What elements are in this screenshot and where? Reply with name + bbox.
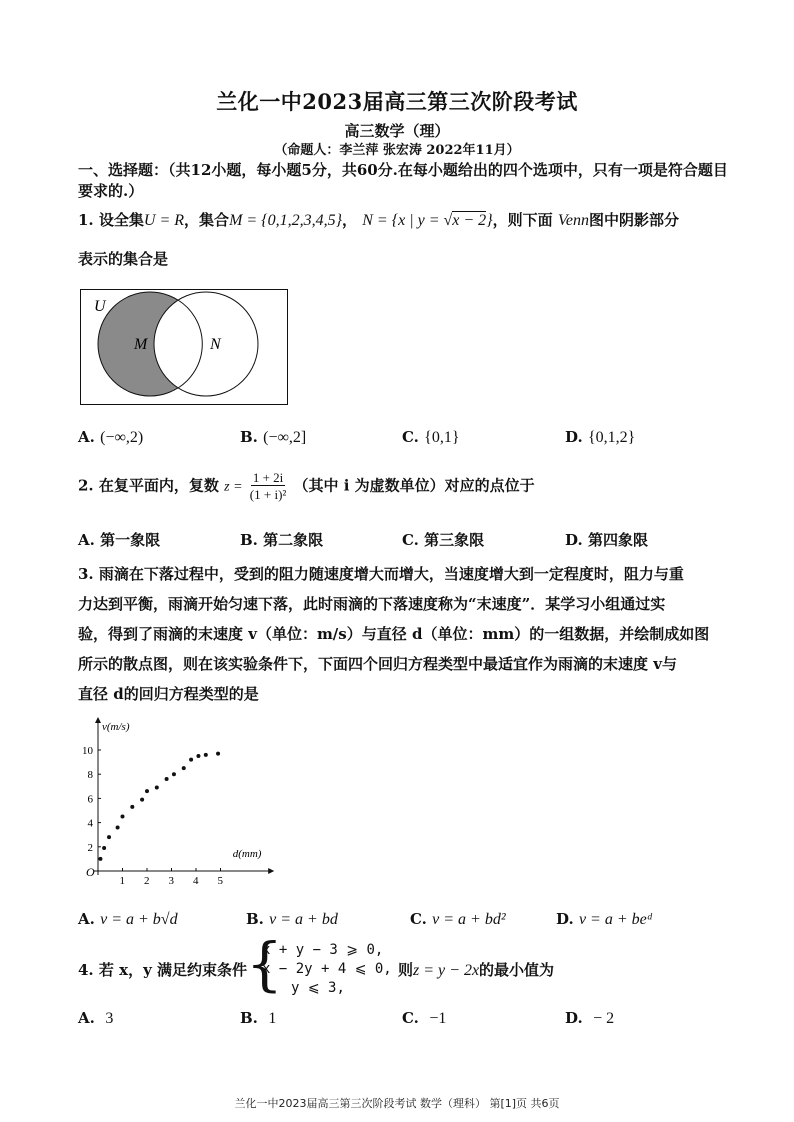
venn-label-m: M — [134, 336, 148, 353]
q3-text: 雨滴在下落过程中，受到的阻力随速度增大而增大，当速度增大到一定程度时，阻力与重 — [98, 565, 684, 583]
left-brace-icon: { — [246, 930, 283, 998]
x-tick-label: 2 — [144, 875, 150, 887]
scatter-point — [145, 789, 149, 793]
question-2 — [78, 470, 535, 503]
option-letter: A. — [78, 1009, 95, 1027]
q4-option-d — [565, 1009, 614, 1028]
scatter-point — [216, 752, 220, 756]
radicand: x − 2 — [452, 212, 487, 229]
option-letter: C. — [402, 531, 419, 549]
exam-subtitle: 高三数学（理） — [344, 122, 450, 140]
q4-text: 则 — [398, 961, 414, 979]
scatter-point — [107, 835, 111, 839]
option-value: 第二象限 — [263, 531, 324, 549]
q2-text: （其中 i 为虚数单位）对应的点位于 — [293, 476, 535, 495]
scatter-point — [102, 846, 106, 850]
q2-option-b — [240, 529, 323, 550]
q1-text: ，则下面 — [492, 211, 553, 229]
question-number: 3. — [78, 565, 94, 583]
y-tick-label: 4 — [87, 817, 93, 830]
q1-text: 设全集 — [98, 211, 144, 229]
option-value: v = a + beᵈ — [578, 911, 652, 928]
scatter-point — [182, 766, 186, 770]
option-letter: B. — [240, 531, 258, 549]
set-n-circle — [154, 292, 258, 396]
q4-text: 的最小值为 — [479, 961, 555, 979]
scatter-point — [189, 758, 193, 762]
page-footer: 兰化一中2023届高三第三次阶段考试 数学（理科） 第[1]页 共6页 — [234, 1097, 560, 1110]
constraint-1: x + y − 3 ⩾ 0, — [262, 942, 384, 958]
q1-option-a — [78, 428, 143, 447]
question-3-line5: 直径 d的回归方程类型的是 — [78, 685, 259, 703]
question-3-line2: 力达到平衡，雨滴开始匀速下落，此时雨滴的下落速度称为“末速度”．某学习小组通过实 — [78, 595, 666, 613]
scatter-point — [98, 857, 102, 861]
scatter-point — [130, 805, 134, 809]
option-value: 第三象限 — [424, 531, 485, 549]
section-heading: 一、选择题：（共12小题，每小题5分，共60分.在每小题给出的四个选项中，只有一项是符合题目要求的.） — [78, 161, 728, 200]
question-3-line3: 验，得到了雨滴的末速度 v（单位：m/s）与直径 d（单位：mm）的一组数据，并绘制成如图 — [78, 625, 710, 643]
y-axis-label: v(m/s) — [102, 721, 130, 733]
question-number: 2. — [78, 476, 94, 495]
q1-option-c — [402, 428, 460, 447]
y-tick-label: 6 — [87, 793, 93, 806]
q2-fraction — [250, 470, 287, 503]
option-value: v = a + bd — [269, 911, 338, 928]
set-n-prefix: N = {x | y = — [362, 212, 444, 229]
q1-option-d — [565, 428, 635, 447]
scatter-points — [98, 752, 220, 861]
q1-universal-set: U = R — [143, 212, 185, 229]
option-value: − 2 — [593, 1010, 615, 1027]
question-4-tail — [398, 960, 554, 981]
question-number: 1. — [78, 211, 94, 229]
scatter-plot — [72, 716, 282, 888]
option-value: 1 — [268, 1010, 277, 1027]
q3-option-c — [410, 910, 506, 929]
option-letter: B. — [246, 910, 264, 928]
q4-option-b — [240, 1009, 276, 1028]
option-letter: C. — [410, 910, 427, 928]
q4-text: 若 x，y 满足约束条件 — [98, 961, 248, 979]
scatter-point — [155, 786, 159, 790]
x-tick-label: 5 — [217, 875, 223, 887]
scatter-point — [165, 777, 169, 781]
option-letter: C. — [402, 428, 419, 446]
q3-option-a — [78, 910, 178, 929]
option-value: 第四象限 — [587, 531, 648, 549]
q1-set-m: M = {0,1,2,3,4,5} — [229, 212, 342, 229]
q2-z: z = — [224, 479, 243, 495]
scatter-point — [121, 815, 125, 819]
option-value: v = a + bd² — [432, 911, 506, 928]
option-value: {0,1,2} — [587, 429, 636, 446]
q4-option-a — [78, 1009, 113, 1028]
venn-label-u: U — [94, 298, 106, 315]
q2-option-a — [78, 529, 160, 550]
option-letter: D. — [565, 531, 583, 549]
x-tick-label: 3 — [168, 875, 174, 887]
q4-objective: z = y − 2x — [413, 962, 480, 979]
y-tick-label: 8 — [87, 769, 93, 782]
option-letter: A. — [78, 910, 95, 928]
x-tick-label: 4 — [193, 875, 199, 887]
option-letter: A. — [78, 428, 95, 446]
fraction-denominator: (1 + i)² — [249, 487, 287, 502]
option-value: 第一象限 — [100, 531, 161, 549]
option-letter: C. — [402, 1009, 419, 1027]
q1-venn: Venn — [557, 212, 589, 229]
question-3-line4: 所示的散点图，则在该实验条件下，下面四个回归方程类型中最适宜作为雨滴的末速度 v与 — [78, 655, 677, 673]
q2-option-c — [402, 529, 484, 550]
q3-option-b — [246, 910, 338, 929]
option-letter: D. — [565, 1009, 583, 1027]
option-letter: D. — [556, 910, 574, 928]
q1-text: ，集合 — [184, 211, 230, 229]
axis-ticks — [82, 745, 224, 887]
x-axis-label: d(mm) — [232, 848, 262, 860]
set-n-suffix: } — [486, 212, 493, 229]
scatter-point — [172, 772, 176, 776]
q1-sep: ， — [341, 211, 357, 229]
option-value: (−∞,2] — [263, 429, 307, 446]
q2-text: 在复平面内，复数 — [98, 476, 219, 495]
q4-option-c — [402, 1009, 446, 1028]
fraction-numerator: 1 + 2i — [252, 470, 284, 485]
scatter-point — [116, 825, 120, 829]
option-letter: A. — [78, 531, 95, 549]
option-value: (−∞,2) — [100, 429, 144, 446]
venn-diagram — [80, 289, 290, 407]
q1-set-n — [362, 211, 492, 229]
x-tick-label: 1 — [119, 875, 125, 887]
venn-label-n: N — [210, 336, 221, 353]
y-tick-label: 10 — [82, 745, 93, 757]
scatter-point — [204, 753, 208, 757]
question-number: 4. — [78, 961, 94, 979]
origin-label: O — [86, 865, 95, 879]
q2-option-d — [565, 529, 648, 550]
q1-option-b — [240, 428, 306, 447]
option-value: −1 — [429, 1010, 447, 1027]
scatter-point — [196, 754, 200, 758]
constraint-2: x − 2y + 4 ⩽ 0, — [262, 961, 392, 977]
q3-option-d — [556, 910, 652, 929]
option-letter: B. — [240, 428, 258, 446]
question-3-line1 — [78, 564, 684, 585]
y-tick-label: 2 — [87, 841, 93, 854]
exam-title: 兰化一中2023届高三第三次阶段考试 — [216, 89, 578, 114]
option-letter: B. — [240, 1009, 258, 1027]
constraint-3: y ⩽ 3, — [291, 980, 345, 996]
option-value: 3 — [105, 1010, 114, 1027]
scatter-point — [140, 798, 144, 802]
exam-authors: （命题人：李兰萍 张宏涛 2022年11月） — [274, 143, 520, 158]
q1-text-line2: 表示的集合是 — [78, 250, 169, 268]
option-value: v = a + b√d — [100, 911, 178, 928]
q1-text: 图中阴影部分 — [588, 211, 679, 229]
option-letter: D. — [565, 428, 583, 446]
option-value: {0,1} — [424, 429, 460, 446]
question-4-lead — [78, 960, 247, 981]
question-1-line1 — [78, 210, 679, 231]
sqrt-sign-icon: √ — [443, 212, 453, 229]
